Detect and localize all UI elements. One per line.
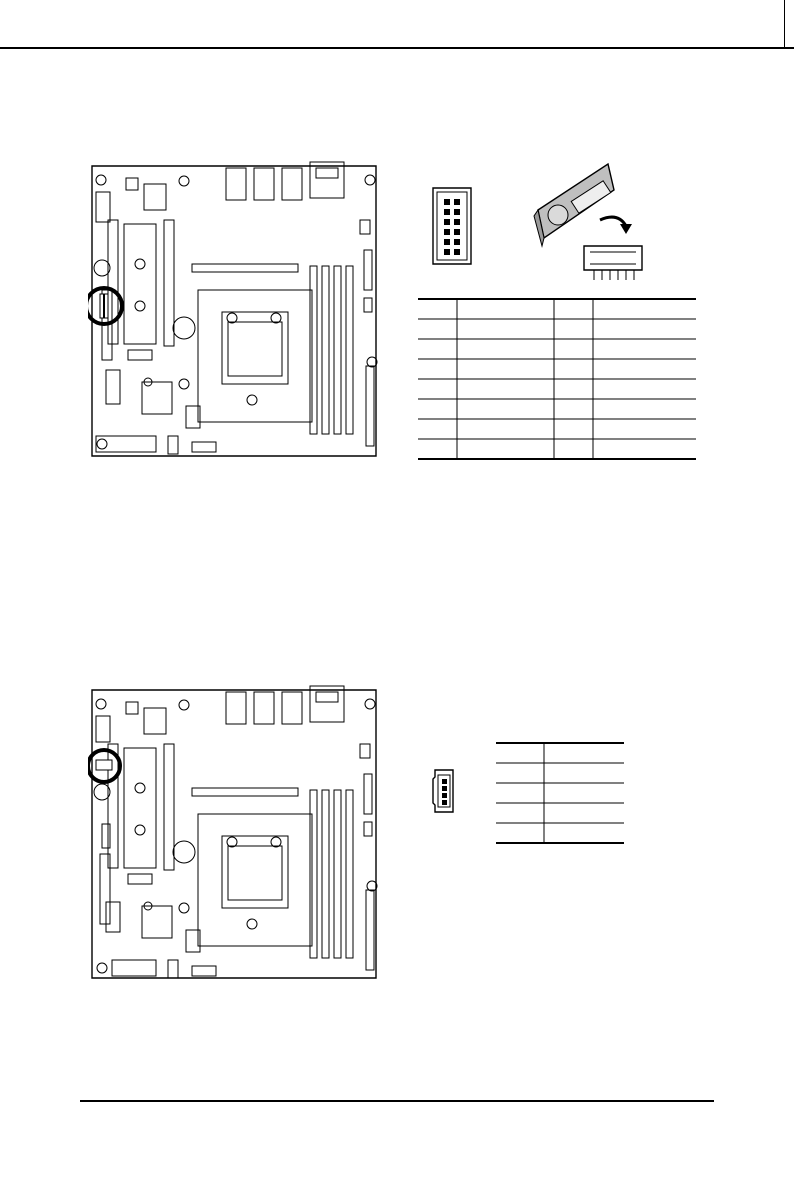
motherboard-diagram-2: [88, 684, 384, 984]
4-pin-header-icon: [432, 769, 456, 813]
curved-arrow-icon: [600, 217, 632, 234]
header-rule: [0, 47, 794, 49]
footer-rule: [80, 1100, 714, 1102]
header-rule-tick: [784, 0, 785, 49]
2x8-header-icon: [432, 187, 472, 265]
tpm-module-illustration: [520, 160, 650, 284]
highlight-ring: [88, 288, 122, 324]
pin-table-2: [496, 742, 624, 844]
highlight-ring: [88, 750, 120, 782]
motherboard-diagram-1: [88, 160, 384, 462]
pin-table-1: [418, 298, 696, 460]
